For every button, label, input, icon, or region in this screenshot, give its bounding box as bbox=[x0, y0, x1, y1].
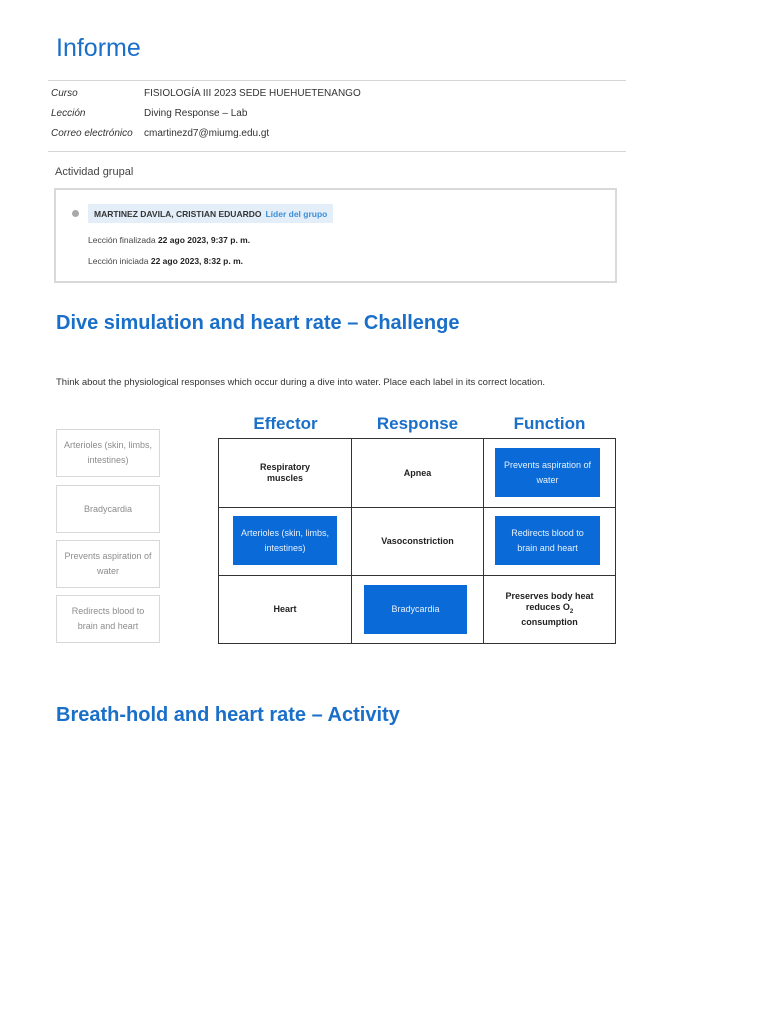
meta-label: Lección bbox=[51, 107, 86, 119]
cell-text: Heart bbox=[273, 604, 297, 614]
report-meta-table bbox=[48, 80, 626, 152]
cell-effector-respiratory bbox=[219, 439, 351, 507]
placed-label-arterioles[interactable]: Arterioles (skin, limbs, intestines) bbox=[233, 516, 337, 565]
cell-response-apnea bbox=[352, 439, 483, 507]
placed-label-bradycardia[interactable]: Bradycardia bbox=[364, 585, 467, 634]
member-role: Líder del grupo bbox=[265, 208, 328, 219]
cell-text-line3: consumption bbox=[521, 617, 578, 628]
column-header-response: Response bbox=[376, 414, 459, 433]
lesson-finished-line bbox=[88, 235, 250, 245]
lesson-started-label: Lección iniciada bbox=[88, 256, 149, 266]
cell-effector-heart bbox=[219, 576, 351, 643]
placed-label-prevents-aspiration[interactable]: Prevents aspiration of water bbox=[495, 448, 600, 497]
bank-label-prevents-aspiration[interactable]: Prevents aspiration of water bbox=[56, 540, 160, 588]
meta-value: cmartinezd7@miumg.edu.gt bbox=[144, 127, 270, 139]
cell-text-line1: Preserves body heat bbox=[505, 590, 594, 601]
cell-text-line2 bbox=[526, 602, 573, 618]
column-header-function: Function bbox=[513, 414, 586, 433]
meta-label: Curso bbox=[51, 87, 78, 99]
lesson-finished-value: 22 ago 2023, 9:37 p. m. bbox=[157, 235, 251, 245]
drag-drop-grid bbox=[218, 438, 616, 644]
o2-text: reduces O bbox=[525, 601, 570, 612]
report-title: Informe bbox=[56, 34, 141, 62]
lesson-started-line bbox=[88, 256, 243, 266]
cell-text: Vasoconstriction bbox=[381, 536, 454, 546]
o2-subscript: 2 bbox=[569, 608, 574, 615]
group-activity-heading: Actividad grupal bbox=[55, 166, 134, 178]
bank-label-redirects-blood[interactable]: Redirects blood to brain and heart bbox=[56, 595, 160, 643]
meta-row-email bbox=[48, 123, 626, 143]
cell-text: Respiratory muscles bbox=[259, 462, 311, 483]
cell-text: Apnea bbox=[403, 467, 432, 478]
bank-label-bradycardia[interactable]: Bradycardia bbox=[56, 485, 160, 533]
meta-value: Diving Response – Lab bbox=[144, 107, 248, 119]
challenge-instructions: Think about the physiological responses which occur during a dive into water. Place each label in its correct location. bbox=[56, 377, 545, 388]
member-status-dot-icon bbox=[72, 210, 79, 217]
member-name: MARTINEZ DAVILA, CRISTIAN EDUARDO bbox=[94, 208, 262, 219]
column-header-effector: Effector bbox=[253, 414, 318, 433]
lesson-finished-label: Lección finalizada bbox=[88, 235, 156, 245]
activity-title: Breath-hold and heart rate – Activity bbox=[56, 704, 400, 726]
placed-label-redirects-blood[interactable]: Redirects blood to brain and heart bbox=[495, 516, 600, 565]
lesson-started-value: 22 ago 2023, 8:32 p. m. bbox=[150, 256, 243, 266]
meta-row-lesson bbox=[48, 103, 626, 123]
meta-row-course bbox=[48, 83, 626, 103]
challenge-title: Dive simulation and heart rate – Challenge bbox=[56, 312, 460, 334]
cell-response-vasoconstriction bbox=[352, 508, 483, 575]
group-member-chip bbox=[88, 204, 333, 223]
meta-value: FISIOLOGÍA III 2023 SEDE HUEHUETENANGO bbox=[144, 87, 361, 99]
group-activity-box bbox=[54, 188, 617, 283]
bank-label-arterioles[interactable]: Arterioles (skin, limbs, intestines) bbox=[56, 429, 160, 477]
cell-function-preserves-heat bbox=[484, 576, 615, 643]
meta-label: Correo electrónico bbox=[51, 127, 133, 139]
